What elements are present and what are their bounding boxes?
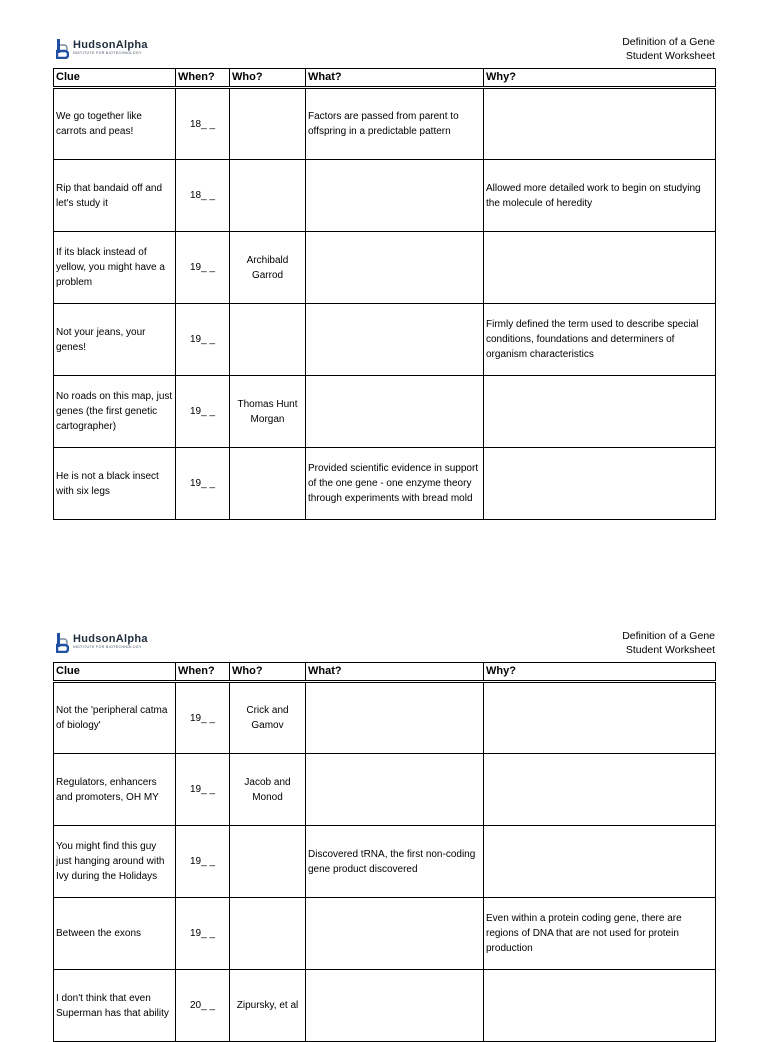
why-cell[interactable]: Even within a protein coding gene, there are regions of DNA that are not used for protein production (484, 898, 716, 970)
when-cell[interactable]: 18_ _ (176, 88, 230, 160)
table-row (54, 826, 716, 898)
why-cell[interactable] (484, 376, 716, 448)
document-title (622, 35, 715, 63)
column-header-what: What? (306, 69, 484, 88)
clue-cell: I don't think that even Superman has that ability (54, 970, 176, 1042)
why-cell[interactable]: Firmly defined the term used to describe special conditions, foundations and determiners of organism characteristics (484, 304, 716, 376)
page-header (53, 34, 715, 68)
logo-name: HudsonAlpha (73, 39, 148, 51)
document-title (622, 629, 715, 657)
clue-cell: Between the exons (54, 898, 176, 970)
who-cell[interactable] (230, 898, 306, 970)
what-cell[interactable] (306, 160, 484, 232)
who-cell[interactable] (230, 826, 306, 898)
clue-cell: You might find this guy just hanging around with Ivy during the Holidays (54, 826, 176, 898)
when-cell[interactable]: 19_ _ (176, 448, 230, 520)
clue-cell: No roads on this map, just genes (the first genetic cartographer) (54, 376, 176, 448)
clue-cell: Not your jeans, your genes! (54, 304, 176, 376)
what-cell[interactable] (306, 898, 484, 970)
why-cell[interactable] (484, 88, 716, 160)
what-cell[interactable]: Factors are passed from parent to offspring in a predictable pattern (306, 88, 484, 160)
hudsonalpha-logo (56, 39, 148, 59)
column-header-who: Who? (230, 69, 306, 88)
column-header-when: When? (176, 663, 230, 682)
what-cell[interactable]: Provided scientific evidence in support of the one gene - one enzyme theory through experiments with bread mold (306, 448, 484, 520)
who-cell[interactable]: Thomas Hunt Morgan (230, 376, 306, 448)
who-cell[interactable] (230, 88, 306, 160)
column-header-when: When? (176, 69, 230, 88)
clue-cell: We go together like carrots and peas! (54, 88, 176, 160)
when-cell[interactable]: 19_ _ (176, 304, 230, 376)
column-header-clue: Clue (54, 69, 176, 88)
why-cell[interactable] (484, 448, 716, 520)
table-row (54, 304, 716, 376)
column-header-clue: Clue (54, 663, 176, 682)
table-header-row (54, 69, 716, 88)
logo-subtitle: INSTITUTE FOR BIOTECHNOLOGY (73, 51, 142, 55)
table-header-row (54, 663, 716, 682)
column-header-why: Why? (484, 663, 716, 682)
when-cell[interactable]: 19_ _ (176, 376, 230, 448)
document-title-line2: Student Worksheet (625, 50, 715, 62)
who-cell[interactable] (230, 304, 306, 376)
clue-cell: If its black instead of yellow, you might have a problem (54, 232, 176, 304)
column-header-what: What? (306, 663, 484, 682)
table-row (54, 754, 716, 826)
when-cell[interactable]: 19_ _ (176, 826, 230, 898)
table-row (54, 970, 716, 1042)
who-cell[interactable]: Jacob and Monod (230, 754, 306, 826)
what-cell[interactable] (306, 232, 484, 304)
page-header (53, 628, 715, 662)
table-row (54, 376, 716, 448)
why-cell[interactable] (484, 682, 716, 754)
clue-cell: Not the 'peripheral catma of biology' (54, 682, 176, 754)
hudsonalpha-logo-icon (56, 39, 69, 59)
column-header-why: Why? (484, 69, 716, 88)
logo-subtitle: INSTITUTE FOR BIOTECHNOLOGY (73, 645, 142, 649)
what-cell[interactable] (306, 376, 484, 448)
when-cell[interactable]: 19_ _ (176, 232, 230, 304)
when-cell[interactable]: 19_ _ (176, 754, 230, 826)
who-cell[interactable] (230, 448, 306, 520)
who-cell[interactable]: Crick and Gamov (230, 682, 306, 754)
what-cell[interactable] (306, 304, 484, 376)
table-row (54, 232, 716, 304)
clue-table (53, 662, 716, 1042)
who-cell[interactable]: Zipursky, et al (230, 970, 306, 1042)
table-row (54, 448, 716, 520)
document-title-line1: Definition of a Gene (622, 36, 715, 48)
table-row (54, 898, 716, 970)
table-row (54, 88, 716, 160)
worksheet-page-2 (53, 628, 715, 1042)
clue-cell: Regulators, enhancers and promoters, OH MY (54, 754, 176, 826)
document-title-line1: Definition of a Gene (622, 630, 715, 642)
why-cell[interactable] (484, 970, 716, 1042)
logo-name: HudsonAlpha (73, 633, 148, 645)
what-cell[interactable] (306, 682, 484, 754)
hudsonalpha-logo-icon (56, 633, 69, 653)
what-cell[interactable] (306, 754, 484, 826)
what-cell[interactable]: Discovered tRNA, the first non-coding gene product discovered (306, 826, 484, 898)
clue-cell: Rip that bandaid off and let's study it (54, 160, 176, 232)
hudsonalpha-logo (56, 633, 148, 653)
worksheet-page-1 (53, 34, 715, 520)
why-cell[interactable] (484, 826, 716, 898)
when-cell[interactable]: 19_ _ (176, 682, 230, 754)
who-cell[interactable] (230, 160, 306, 232)
when-cell[interactable]: 19_ _ (176, 898, 230, 970)
table-row (54, 682, 716, 754)
why-cell[interactable] (484, 232, 716, 304)
clue-table (53, 68, 716, 520)
column-header-who: Who? (230, 663, 306, 682)
why-cell[interactable] (484, 754, 716, 826)
why-cell[interactable]: Allowed more detailed work to begin on studying the molecule of heredity (484, 160, 716, 232)
who-cell[interactable]: Archibald Garrod (230, 232, 306, 304)
when-cell[interactable]: 18_ _ (176, 160, 230, 232)
table-row (54, 160, 716, 232)
document-title-line2: Student Worksheet (625, 644, 715, 656)
clue-cell: He is not a black insect with six legs (54, 448, 176, 520)
what-cell[interactable] (306, 970, 484, 1042)
when-cell[interactable]: 20_ _ (176, 970, 230, 1042)
